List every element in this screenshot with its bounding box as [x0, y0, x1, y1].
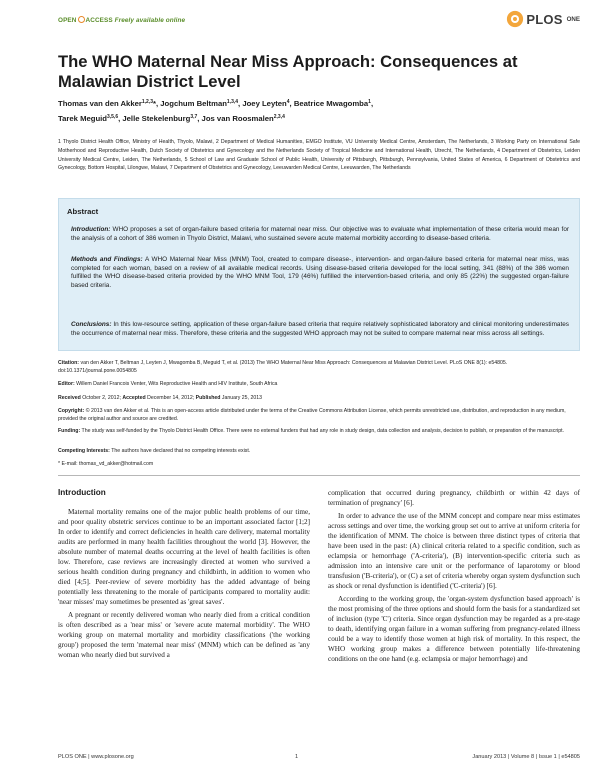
- intro-paragraph-4: According to the working group, the 'organ-system dysfunction based approach' is the most promising of the three options and should form the basis for a standardized set of inclusion (type 'C') criteria. Since organ dysfunction may be regarded as a pre-stage to death, identifying organ failure in a woman suffering from pregnancy-related illness could be a way to identify those women at high risk of mortality. In this respect, the WHO working group makes a difference between potentially life-threatening conditions on the one hand (e.g. eclampsia or major hemorrhage) and: [328, 595, 580, 663]
- right-column: [328, 488, 580, 667]
- editor-block: [58, 381, 580, 389]
- email-block: [58, 461, 580, 469]
- author-line-2: Tarek Meguid$^{3,5,6}$, Jelle Stekelenburg$^{3,7}$, Jos van Roosmalen$^{2,3,4}$: [58, 113, 285, 123]
- dates-block: [58, 395, 580, 403]
- intro-paragraph-3: In order to advance the use of the MNM concept and compare near miss estimates across settings and over time, the working group set out to arrive at uniform criteria for the identification of MNM. The choice is between three distinct types of criteria that have been used in the past: (A) clinical criteria related to a specific condition, such as eclampsia or hemorrhage ('A-criteria'), (B) intervention-specific criteria such as admission into an intensive care unit or the performance of laparotomy or blood transfusion ('B-criteria'), or (C) a set of criteria whereby organ system dysfunction such as shock or renal dysfunction is identified ('C-criteria') [6].: [328, 512, 580, 590]
- open-access-label: [58, 16, 185, 24]
- citation-label: Citation:: [58, 360, 80, 366]
- freely-available-text: Freely available online: [114, 17, 186, 24]
- funding-text: The study was self-funded by the Thyolo District Health Office. There were no external funders that had any role in study design, data collection and analysis, decision to publish, or preparation of the manuscript.: [81, 428, 564, 434]
- abstract-introduction: [71, 226, 569, 243]
- abstract-conclusions-text: In this low-resource setting, application of these organ-failure based criteria that require relatively sophisticated laboratory and clinical monitoring underestimates the occurrence of maternal near miss. Therefore, these criteria and the suggested WHO approach may not be suited to compare maternal near miss across all settings.: [71, 321, 569, 337]
- competing-interests-label: Competing Interests:: [58, 448, 110, 454]
- editor-label: Editor:: [58, 381, 75, 387]
- intro-paragraph-1: Maternal mortality remains one of the major public health problems of our time, and poor quality obstetric services continue to be an important associated factor [1;2] In order to identify and correct deficiencies in health care delivery, maternal mortality audits are performed in many health facilities throughout the world [3]. However, the absolute number of maternal deaths occurring at the level of health facilities is often low. Therefore, case reviews are increasingly directed at women who survived a serious health condition during pregnancy and childbirth, in addition to women who died [4;5]. Peer-review of severe morbidity has the added advantage of being potentially less threatening to the morale of participants compared to mortality audit: 'near misses' may sometimes be presented as 'great saves'.: [58, 508, 310, 606]
- received-date: October 2, 2012;: [82, 395, 121, 401]
- footer-journal-url: PLOS ONE | www.plosone.org: [58, 754, 134, 760]
- accepted-label: Accepted: [122, 395, 146, 401]
- competing-interests-text: The authors have declared that no competing interests exist.: [111, 448, 251, 454]
- accepted-date: December 14, 2012;: [147, 395, 195, 401]
- abstract-conclusions-label: Conclusions:: [71, 321, 112, 328]
- abstract-box: [58, 198, 580, 351]
- introduction-heading: Introduction: [58, 488, 106, 497]
- abstract-intro-label: Introduction:: [71, 226, 111, 233]
- editor-text: Willem Daniel Francois Venter, Wits Reproductive Health and HIV Institute, South Africa: [76, 381, 278, 387]
- plos-logo-icon: [506, 10, 524, 28]
- citation-text: van den Akker T, Beltman J, Leyten J, Mwagomba B, Meguid T, et al. (2013) The WHO Maternal Near Miss Approach: Consequences at Malawian District Level. PLoS ONE 8(1): e54805. doi:10.1371/journal.pone.0054805: [58, 360, 508, 374]
- funding-label: Funding:: [58, 428, 81, 434]
- funding-block: [58, 428, 580, 436]
- article-title: The WHO Maternal Near Miss Approach: Consequences at Malawian District Level: [58, 52, 518, 91]
- abstract-heading: Abstract: [67, 207, 99, 216]
- access-word: ACCESS: [85, 17, 113, 24]
- meta-divider: [58, 475, 580, 476]
- corresponding-email-link[interactable]: * E-mail: thomas_vd_akker@hotmail.com: [58, 461, 154, 467]
- plos-one-logo: [506, 10, 580, 28]
- published-label: Published: [195, 395, 221, 401]
- competing-interests-block: [58, 448, 580, 456]
- author-line-1: Thomas van den Akker$^{1,2,3}$*, Jogchum Beltman$^{1,3,4}$, Joey Leyten$^4$, Beatrice Mwagomba$^1$,: [58, 99, 374, 108]
- page-number: 1: [295, 754, 299, 760]
- citation-block: [58, 360, 580, 375]
- abstract-intro-text: WHO proposes a set of organ-failure based criteria for maternal near miss. Our objective was to evaluate what implementation of these criteria would mean for the analysis of a cohort of 386 women in Thyolo District, Malawi, who sustained severe acute maternal morbidity according to disease-based criteria.: [71, 226, 569, 242]
- abstract-methods: [71, 256, 569, 290]
- footer-issue-info: January 2013 | Volume 8 | Issue 1 | e54805: [472, 754, 580, 760]
- left-column: [58, 507, 310, 663]
- affiliations: 1 Thyolo District Health Office, Ministry of Health, Thyolo, Malawi, 2 Department of Medical Humanities, EMGO Institute, VU University Medical Centre, Amsterdam, The Netherlands, 3 Working Party on International Safe Motherhood and Reproductive Health, Dutch Society of Obstetrics and Gynecology and the Netherlands Society of Tropical Medicine and International Health, Utrecht, The Netherlands, 4 Department of Obstetrics, Leiden University Medical Centre, Leiden, The Netherlands, 5 School of Law and Graduate School of Public Health, University of Pittsburgh, Pittsburgh, Pennsylvania, United States of America, 6 Department of Obstetrics and Gynecology, Bottom Hospital, Lilongwe, Malawi, 7 Department of Obstetrics and Gynecology, Leeuwarden Medical Centre, Leeuwarden, The Netherlands: [58, 139, 580, 172]
- intro-paragraph-2-cont: complication that occurred during pregnancy, childbirth or within 42 days of termination of pregnancy' [6].: [328, 489, 580, 507]
- abstract-methods-text: A WHO Maternal Near Miss (MNM) Tool, created to compare disease-, intervention- and organ-failure based criteria for maternal near miss, was completed for each woman, based on a review of all available medical records. Using disease-based criteria developed for the local setting, 341 (88%) of the 386 women fulfilled the WHO disease-based criteria provided by the WHO MNM Tool, 179 (46%) fulfilled the intervention-based criteria, and only 85 (22%) the suggested organ-failure based criteria.: [71, 256, 569, 289]
- received-label: Received: [58, 395, 81, 401]
- journal-header: [58, 10, 580, 32]
- abstract-methods-label: Methods and Findings:: [71, 256, 143, 263]
- published-date: January 25, 2013: [221, 395, 262, 401]
- intro-paragraph-2: A pregnant or recently delivered woman who nearly died from a critical condition is often described as a 'near miss' or 'severe acute maternal morbidity'. The WHO working group on maternal mortality and morbidity classifications ('the working group') proposed the term 'maternal near miss' (MNM) which can be defined as 'any woman who nearly died but survived a: [58, 611, 310, 659]
- one-wordmark: ONE: [566, 15, 580, 23]
- open-access-lock-icon: [78, 16, 85, 23]
- copyright-text: © 2013 van den Akker et al. This is an open-access article distributed under the terms of the Creative Commons Attribution License, which permits unrestricted use, distribution, and reproduction in any medium, provided the original author and source are credited.: [58, 408, 566, 422]
- copyright-block: [58, 408, 580, 423]
- plos-wordmark: PLOS: [526, 11, 563, 27]
- author-list: [58, 96, 578, 125]
- open-word: OPEN: [58, 17, 77, 24]
- abstract-conclusions: [71, 321, 569, 338]
- copyright-label: Copyright:: [58, 408, 85, 414]
